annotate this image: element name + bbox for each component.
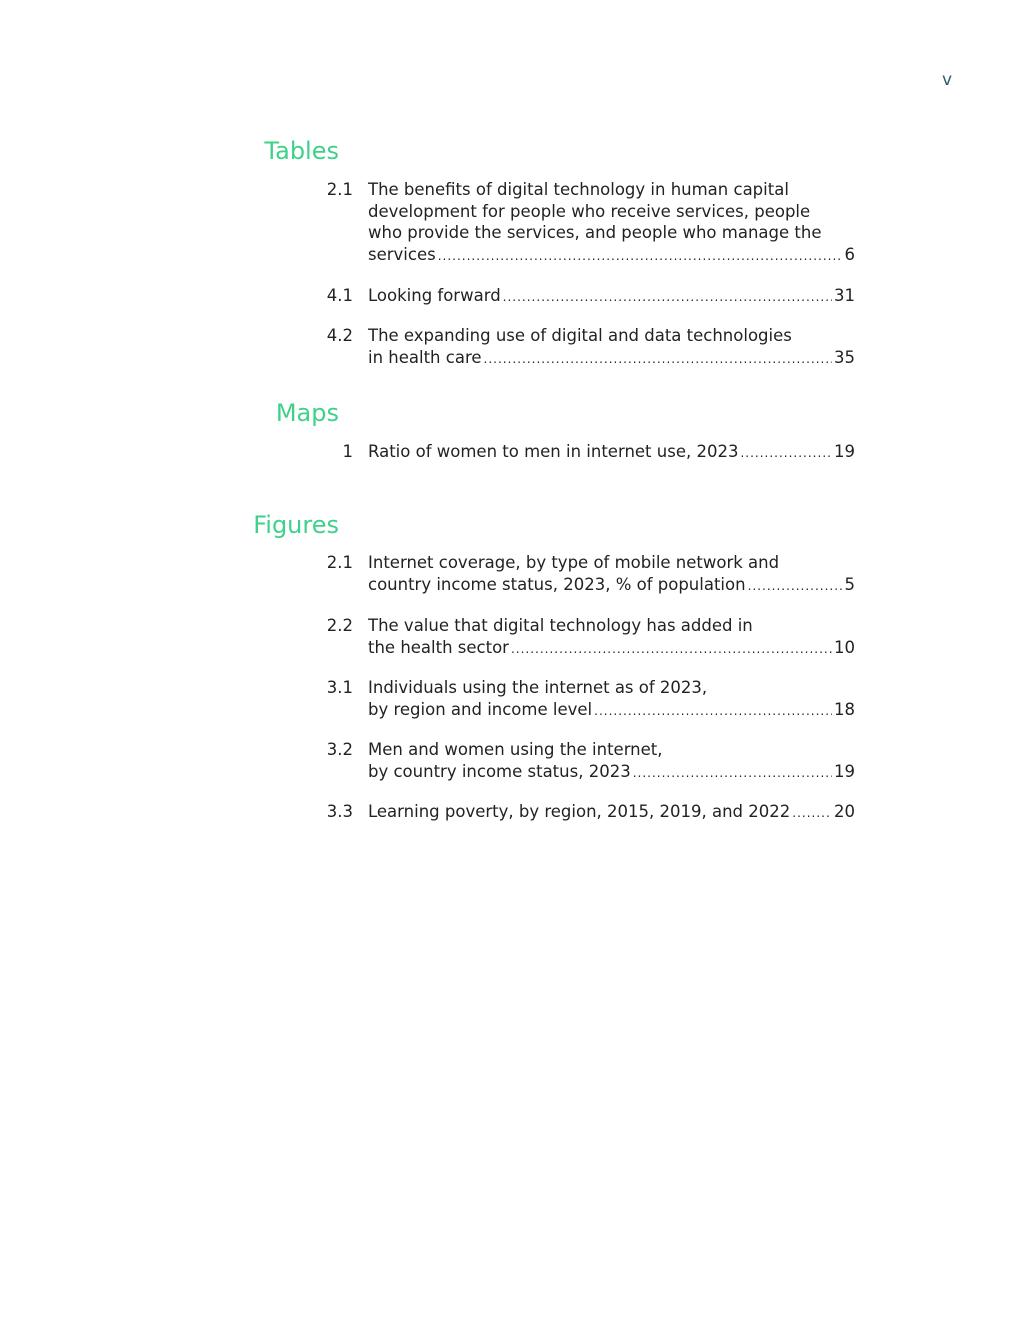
- entry-page-number: 6: [844, 244, 855, 264]
- entry-number: 1: [342, 442, 353, 461]
- dot-leader: [594, 701, 832, 723]
- dot-leader: [503, 287, 832, 309]
- entry-title: Men and women using the internet, by country income status, 2023 ..... 19: [368, 739, 855, 782]
- entry-title: The expanding use of digital and data technologies in health care ..... 35: [368, 325, 855, 368]
- entry-number: 4.2: [326, 326, 353, 345]
- entry-number: 4.1: [326, 286, 353, 305]
- entry-title: Ratio of women to men in internet use, 2023 ..... 19: [368, 441, 855, 463]
- entry-title: Individuals using the internet as of 2023, by region and income level ..... 18: [368, 677, 855, 720]
- entry-page-number: 35: [834, 347, 855, 367]
- dot-leader: [740, 443, 832, 465]
- tables-heading: Tables: [264, 137, 339, 165]
- entry-page-number: 18: [834, 699, 855, 719]
- dot-leader: [633, 763, 832, 785]
- entry-page-number: 20: [834, 802, 855, 821]
- page-number: v: [941, 70, 953, 90]
- entry-number: 3.1: [326, 678, 353, 697]
- entry-title: Internet coverage, by type of mobile network and country income status, 2023, % of population ..... 5: [368, 552, 855, 595]
- entry-page-number: 5: [844, 574, 855, 594]
- entry-title: The value that digital technology has added in the health sector ..... 10: [368, 615, 855, 658]
- entry-number: 2.2: [326, 616, 353, 635]
- maps-heading: Maps: [275, 399, 339, 427]
- entry-number: 2.1: [326, 180, 353, 199]
- entry-page-number: 31: [834, 286, 855, 305]
- figures-heading: Figures: [253, 511, 339, 539]
- entry-number: 2.1: [326, 553, 353, 572]
- entry-page-number: 19: [834, 442, 855, 461]
- dot-leader: [484, 349, 832, 371]
- dot-leader: [748, 576, 843, 598]
- entry-title: Learning poverty, by region, 2015, 2019, and 2022 ..... 20: [368, 801, 855, 823]
- entry-number: 3.2: [326, 740, 353, 759]
- entry-page-number: 19: [834, 761, 855, 781]
- dot-leader: [438, 246, 843, 268]
- dot-leader: [511, 639, 832, 661]
- entry-title: The benefits of digital technology in human capital development for people who receive services, people who provide the services, and people who manage the services ..... 6: [368, 179, 855, 265]
- entry-number: 3.3: [326, 802, 353, 821]
- entry-title: Looking forward ..... 31: [368, 285, 855, 307]
- entry-page-number: 10: [834, 637, 855, 657]
- dot-leader: [792, 803, 832, 825]
